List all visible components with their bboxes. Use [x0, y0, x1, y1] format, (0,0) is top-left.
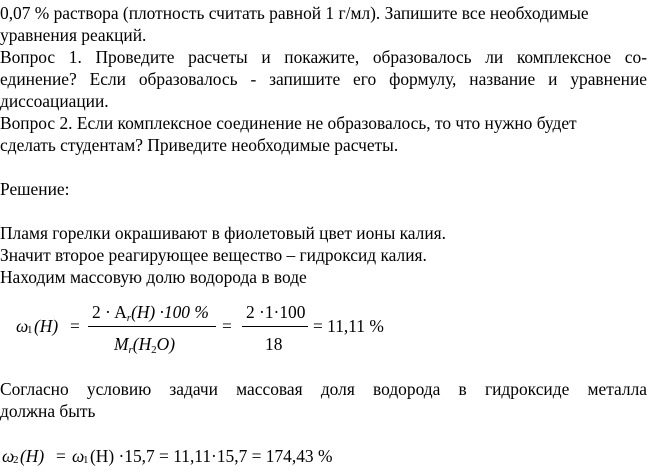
formula-denominator-2: 18: [265, 334, 283, 354]
formula-equals: =: [56, 446, 66, 466]
num-part: 2 · A: [92, 302, 127, 322]
question-2-line: Вопрос 2. Если комплексное соединение не образовалось, то что нужно будет: [0, 113, 577, 133]
solution-line: Находим массовую долю водорода в воде: [0, 267, 307, 287]
formula-omega: ω: [16, 316, 29, 336]
question-1-line: единение? Если образовалось - запишите его формулу, название и уравнение: [0, 69, 647, 89]
formula-omega: ω: [2, 446, 15, 466]
solution-heading: Решение:: [0, 179, 70, 199]
solution-line: Пламя горелки окрашивают в фиолетовый цвет ионы калия.: [0, 223, 446, 243]
den-part: (H: [132, 334, 152, 354]
formula-omega: ω: [72, 446, 85, 466]
question-1-line: Вопрос 1. Проведите расчеты и покажите, образовалось ли комплексное со-: [0, 47, 647, 67]
den-part: O): [156, 334, 175, 354]
formula-rhs: (H) ·15,7 = 11,11·15,7 = 174,43 %: [90, 446, 333, 466]
formula-numerator: [92, 302, 209, 324]
den-subscript: r: [128, 344, 133, 356]
formula-result: = 11,11 %: [313, 316, 384, 336]
solution-line: Согласно условию задачи массовая доля водорода в гидроксиде металла: [0, 379, 647, 399]
formula-numerator-2: 2 ·1·100: [246, 302, 306, 322]
num-part: (H) ·100 %: [131, 302, 209, 322]
fraction-bar: [242, 326, 308, 327]
formula-subscript: 1: [27, 324, 33, 336]
formula-subscript: 2: [13, 454, 19, 466]
den-part: M: [114, 334, 129, 354]
formula-equals: =: [70, 316, 80, 336]
text-line: 0,07 % раствора (плотность считать равной 1 г/мл). Запишите все необходимые: [0, 3, 589, 23]
question-2-line: сделать студентам? Приведите необходимые расчеты.: [0, 135, 399, 155]
solution-line: Значит второе реагирующее вещество – гидроксид калия.: [0, 245, 427, 265]
num-subscript: r: [126, 312, 132, 324]
formula-subscript: 1: [83, 454, 89, 466]
formula-equals: =: [222, 316, 232, 336]
formula-lhs-arg: (H): [20, 446, 45, 466]
solution-line: должна быть: [0, 401, 96, 421]
text-line: уравнения реакций.: [0, 25, 147, 45]
question-1-line: диссоациации.: [0, 91, 109, 111]
formula-lhs-arg: (H): [34, 316, 59, 336]
fraction-bar: [88, 326, 216, 327]
formula-denominator: [114, 334, 175, 356]
den-subscript: 2: [151, 344, 157, 356]
